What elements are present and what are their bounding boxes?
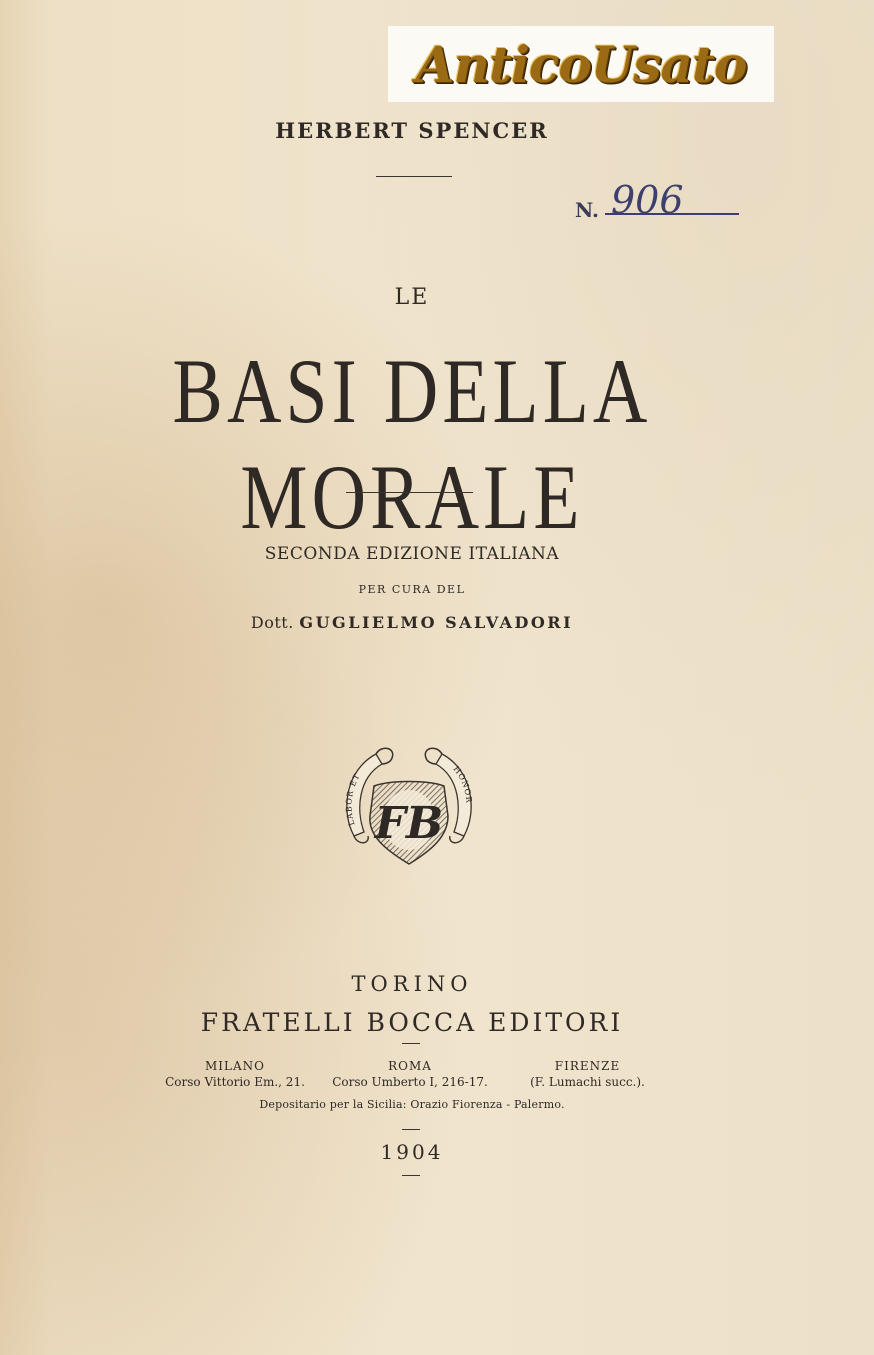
publisher-emblem: [336, 740, 482, 870]
branch-address: Corso Vittorio Em., 21.: [165, 1075, 305, 1089]
title-article: LE: [394, 285, 430, 310]
branch-city: ROMA: [388, 1059, 432, 1073]
inventory-underline: [605, 213, 739, 215]
branch-milano: [150, 1058, 320, 1090]
publisher-name: FRATELLI BOCCA EDITORI: [200, 1008, 624, 1037]
edition-line: SECONDA EDIZIONE ITALIANA: [264, 544, 560, 564]
motto-right: HONOR: [451, 764, 474, 804]
editor-name: GUGLIELMO SALVADORI: [299, 613, 574, 632]
divider: [402, 1043, 420, 1044]
inventory-number: [575, 172, 745, 222]
watermark-logo: [388, 26, 774, 102]
editor-title: Dott.: [250, 613, 294, 632]
divider: [376, 176, 452, 177]
page-title: BASI DELLA MORALE: [172, 340, 652, 548]
motto-left: LABOR ET: [344, 771, 362, 827]
branch-firenze: [500, 1058, 675, 1090]
inventory-prefix: N.: [575, 198, 599, 222]
branch-roma: [325, 1058, 495, 1090]
author-name: HERBERT SPENCER: [275, 118, 549, 143]
branch-city: MILANO: [205, 1059, 265, 1073]
inventory-value: 906: [611, 178, 684, 222]
branch-address: (F. Lumachi succ.).: [530, 1075, 645, 1089]
branch-city: FIRENZE: [554, 1059, 621, 1073]
depositario-line: Depositario per la Sicilia: Orazio Fiorenza - Palermo.: [259, 1098, 565, 1111]
divider: [402, 1175, 420, 1176]
publication-year: 1904: [380, 1140, 444, 1164]
editor-line: [0, 613, 824, 632]
emblem-icon: [336, 740, 482, 870]
divider: [346, 492, 473, 493]
watermark-text: AnticoUsato: [415, 34, 747, 94]
imprint-city: TORINO: [351, 972, 473, 996]
divider: [402, 1129, 420, 1130]
branch-address: Corso Umberto I, 216-17.: [332, 1075, 488, 1089]
care-of-line: PER CURA DEL: [358, 583, 466, 596]
emblem-monogram: FB: [374, 798, 444, 849]
